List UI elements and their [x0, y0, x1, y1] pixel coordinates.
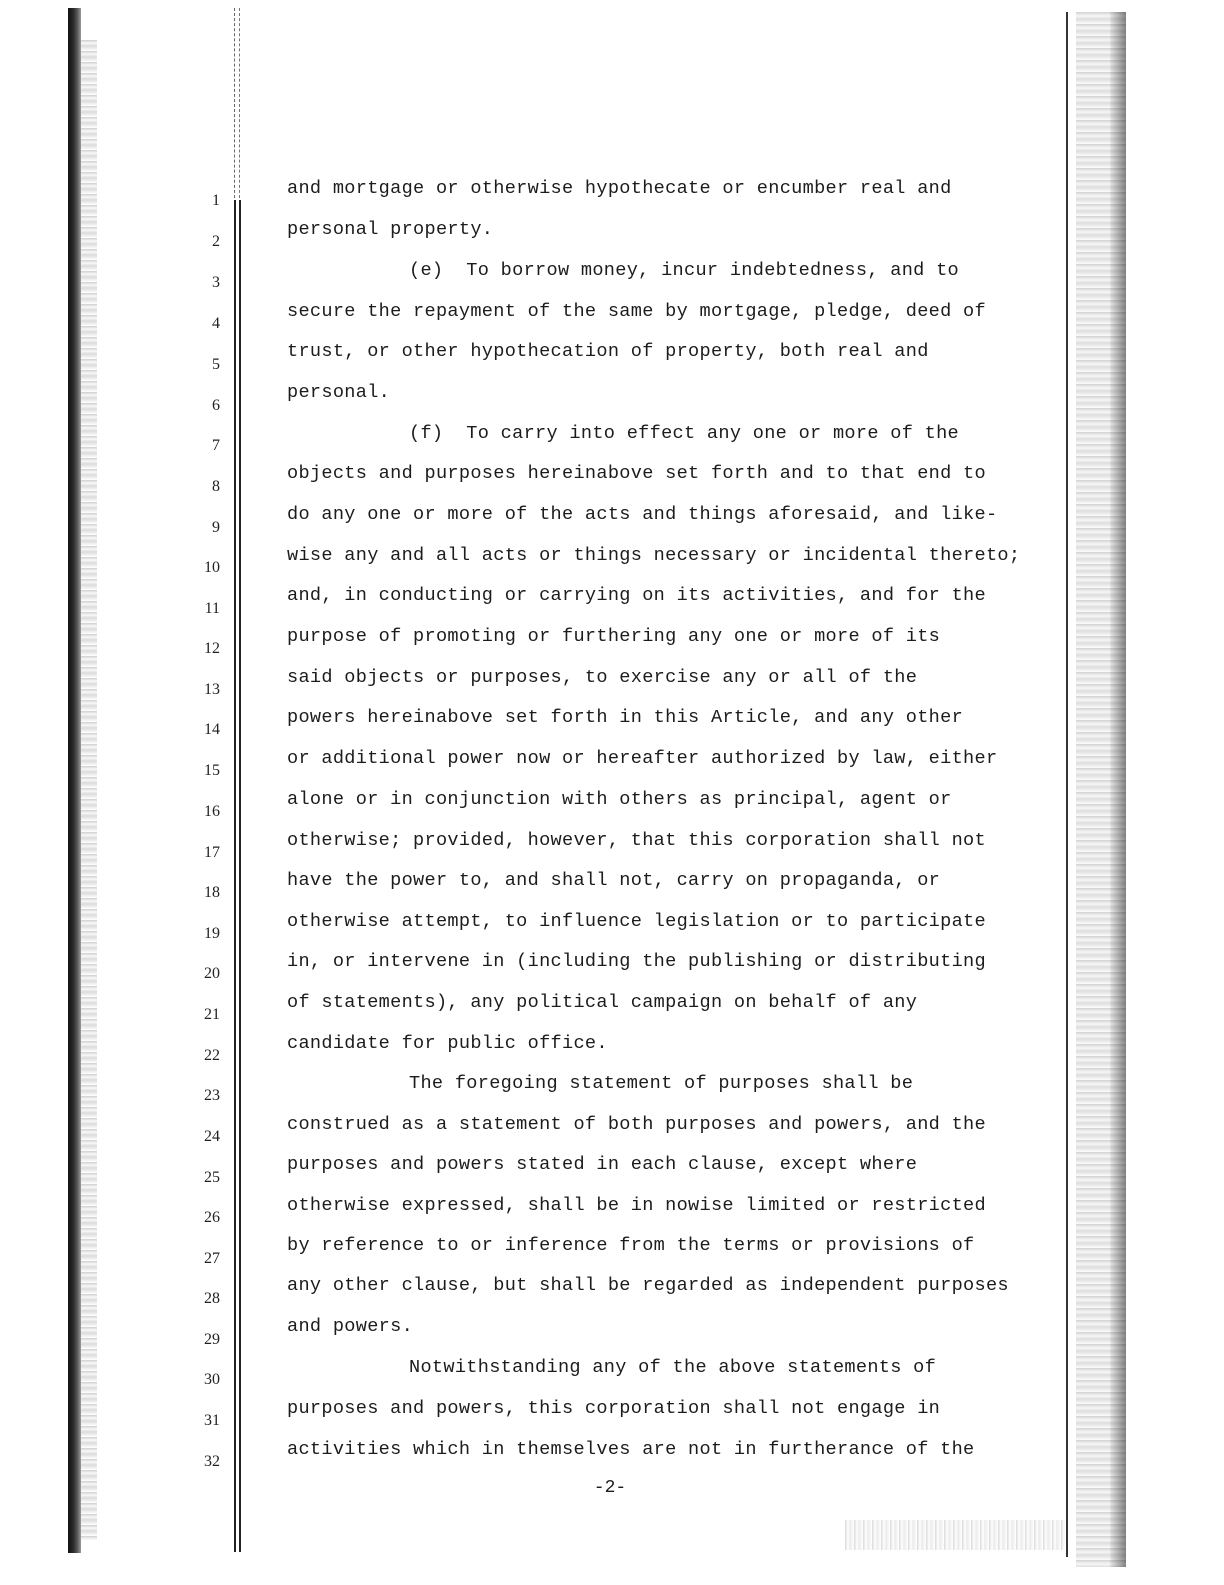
line-number: 13 — [204, 681, 220, 698]
text-line: any other clause, but shall be regarded as independent purposes — [287, 1275, 1009, 1296]
text-line: objects and purposes hereinabove set forth and to that end to — [287, 463, 986, 484]
line-number: 15 — [204, 762, 220, 779]
line-number: 2 — [212, 233, 220, 250]
text-line: do any one or more of the acts and things aforesaid, and like- — [287, 504, 998, 525]
line-number: 22 — [204, 1047, 220, 1064]
line-number: 31 — [204, 1412, 220, 1429]
text-line: personal property. — [287, 219, 494, 240]
line-number: 19 — [204, 925, 220, 942]
line-number: 4 — [212, 315, 220, 332]
line-number: 28 — [204, 1290, 220, 1307]
line-number: 21 — [204, 1006, 220, 1023]
line-number: 14 — [204, 721, 220, 738]
text-line: and, in conducting or carrying on its activities, and for the — [287, 585, 986, 606]
text-line: (e) To borrow money, incur indebtedness, and to — [409, 260, 959, 281]
line-number: 1 — [212, 192, 220, 209]
text-line: in, or intervene in (including the publishing or distributing — [287, 951, 986, 972]
text-line: Notwithstanding any of the above statements of — [409, 1357, 937, 1378]
line-number: 25 — [204, 1169, 220, 1186]
text-line: and powers. — [287, 1316, 414, 1337]
line-number: 3 — [212, 274, 220, 291]
text-line: purpose of promoting or furthering any one or more of its — [287, 626, 941, 647]
line-number: 23 — [204, 1087, 220, 1104]
margin-rule-dashed — [234, 8, 235, 203]
margin-rule-left-outer — [234, 200, 236, 1552]
line-number: 24 — [204, 1128, 220, 1145]
text-line: (f) To carry into effect any one or more of the — [409, 423, 959, 444]
line-number: 29 — [204, 1331, 220, 1348]
text-line: secure the repayment of the same by mortgage, pledge, deed of — [287, 301, 986, 322]
text-line: candidate for public office. — [287, 1033, 608, 1054]
line-number: 32 — [204, 1453, 220, 1470]
text-line: purposes and powers stated in each clause, except where — [287, 1154, 918, 1175]
document-body — [287, 0, 1057, 1585]
text-line: alone or in conjunction with others as principal, agent or — [287, 789, 952, 810]
text-line: have the power to, and shall not, carry on propaganda, or — [287, 870, 941, 891]
line-number: 6 — [212, 397, 220, 414]
line-number: 12 — [204, 640, 220, 657]
text-line: wise any and all acts or things necessary or incidental thereto; — [287, 545, 1021, 566]
line-number: 11 — [204, 600, 220, 617]
text-line: said objects or purposes, to exercise any or all of the — [287, 667, 918, 688]
line-number: 16 — [204, 803, 220, 820]
text-line: powers hereinabove set forth in this Article, and any other — [287, 707, 964, 728]
line-number: 27 — [204, 1250, 220, 1267]
text-line: The foregoing statement of purposes shall be — [409, 1073, 914, 1094]
margin-rule-right — [1066, 12, 1068, 1557]
line-number: 26 — [204, 1209, 220, 1226]
margin-rule-left-inner — [239, 200, 241, 1552]
scan-edge-left — [68, 8, 81, 1553]
line-number: 9 — [212, 519, 220, 536]
text-line: trust, or other hypothecation of property, both real and — [287, 341, 929, 362]
text-line: by reference to or inference from the terms or provisions of — [287, 1235, 975, 1256]
line-number-column — [180, 0, 230, 1585]
line-number: 8 — [212, 478, 220, 495]
text-line: otherwise; provided, however, that this corporation shall not — [287, 830, 986, 851]
text-line: otherwise expressed, shall be in nowise limited or restricted — [287, 1195, 986, 1216]
text-line: construed as a statement of both purposes and powers, and the — [287, 1114, 986, 1135]
line-number: 20 — [204, 965, 220, 982]
line-number: 17 — [204, 844, 220, 861]
text-line: activities which in themselves are not in furtherance of the — [287, 1439, 975, 1460]
text-line: or additional power now or hereafter authorized by law, either — [287, 748, 998, 769]
text-line: purposes and powers, this corporation shall not engage in — [287, 1398, 941, 1419]
scan-edge-left-noise — [81, 40, 97, 1540]
line-number: 18 — [204, 884, 220, 901]
line-number: 30 — [204, 1371, 220, 1388]
text-line: personal. — [287, 382, 391, 403]
text-line: and mortgage or otherwise hypothecate or encumber real and — [287, 178, 952, 199]
scan-edge-right — [1110, 12, 1126, 1567]
text-line: of statements), any political campaign on behalf of any — [287, 992, 918, 1013]
line-number: 10 — [204, 559, 220, 576]
margin-rule-dashed-inner — [239, 8, 240, 203]
line-number: 5 — [212, 356, 220, 373]
text-line: otherwise attempt, to influence legislation or to participate — [287, 911, 986, 932]
line-number: 7 — [212, 437, 220, 454]
page-number: -2- — [593, 1478, 627, 1498]
